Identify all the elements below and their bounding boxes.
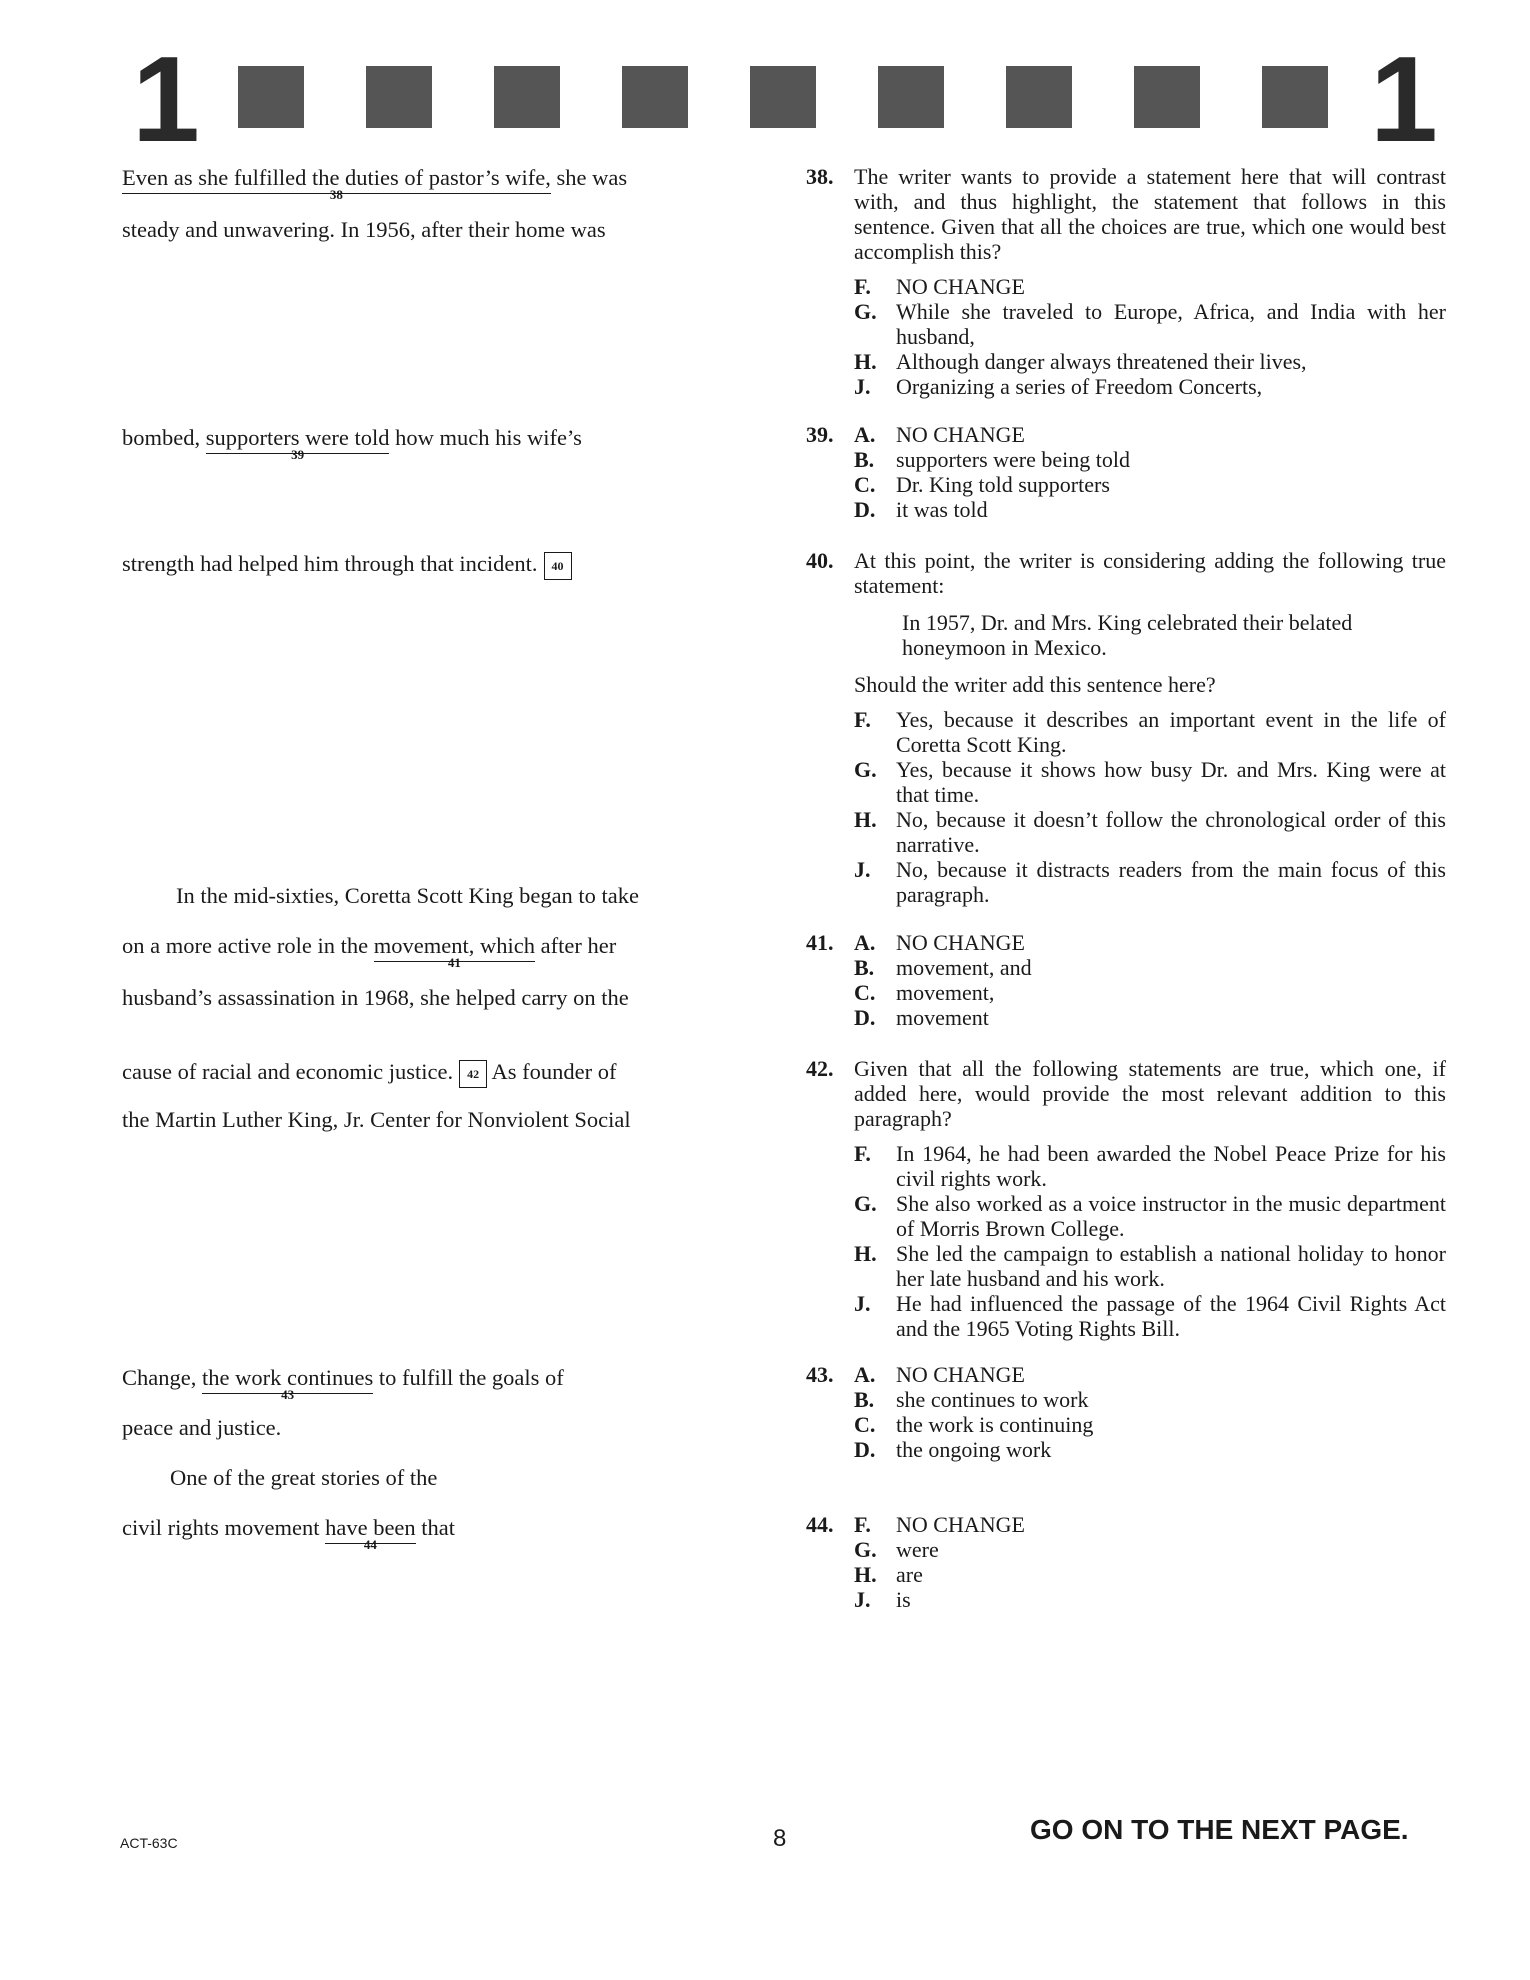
answer-option[interactable]: A. NO CHANGE <box>854 1362 1025 1387</box>
question-number: 40. <box>806 548 834 573</box>
answer-option[interactable]: F. NO CHANGE <box>854 1512 1025 1537</box>
next-page-notice: GO ON TO THE NEXT PAGE. <box>1030 1814 1409 1845</box>
answer-option[interactable]: J. No, because it distracts readers from the main focus of this paragraph. <box>854 857 1446 907</box>
underlined-portion-39[interactable]: supporters were told 39 <box>205 425 390 462</box>
question-number: 44. <box>806 1512 834 1537</box>
passage-line: civil rights movement have been 44 that <box>122 1515 456 1552</box>
answer-option[interactable]: D. it was told <box>854 497 988 522</box>
header-block <box>494 66 560 128</box>
passage-line: Change, the work continues 43 to fulfill the goals of <box>122 1365 564 1402</box>
passage-line: bombed, supporters were told 39 how much his wife’s <box>122 425 582 462</box>
passage-line: on a more active role in the movement, which 41 after her <box>122 933 617 970</box>
question-number: 43. <box>806 1362 834 1387</box>
passage-line: One of the great stories of the <box>170 1465 438 1490</box>
underline-number: 39 <box>291 447 305 462</box>
section-number-right: 1 <box>1370 31 1438 167</box>
form-code: ACT-63C <box>120 1835 178 1851</box>
answer-option[interactable]: G. While she traveled to Europe, Africa, and India with her husband, <box>854 299 1446 349</box>
answer-option[interactable]: J. He had influenced the passage of the 1964 Civil Rights Act and the 1965 Voting Rights Bill. <box>854 1291 1446 1341</box>
question-38 <box>806 164 1446 399</box>
passage-line: In the mid-sixties, Coretta Scott King began to take <box>176 883 640 908</box>
question-43 <box>806 1362 1446 1462</box>
answer-option[interactable]: J. Organizing a series of Freedom Concerts, <box>854 374 1263 399</box>
question-39 <box>806 422 1446 522</box>
question-number: 38. <box>806 164 834 189</box>
answer-option[interactable]: C. the work is continuing <box>854 1412 1094 1437</box>
answer-option[interactable]: B. movement, and <box>854 955 1032 980</box>
answer-option[interactable]: H. are <box>854 1562 923 1587</box>
answer-option[interactable]: F. NO CHANGE <box>854 274 1025 299</box>
answer-option[interactable]: G. Yes, because it shows how busy Dr. and Mrs. King were at that time. <box>854 757 1446 807</box>
page-number: 8 <box>773 1825 787 1852</box>
underline-number: 38 <box>329 187 343 202</box>
underline-number: 41 <box>447 955 461 970</box>
question-number: 39. <box>806 422 834 447</box>
header-block <box>750 66 816 128</box>
underline-number: 44 <box>363 1537 377 1552</box>
passage-line: cause of racial and economic justice. 42 As founder of <box>122 1058 616 1088</box>
answer-option[interactable]: D. the ongoing work <box>854 1437 1052 1462</box>
answer-option[interactable]: B. she continues to work <box>854 1387 1089 1412</box>
question-prompt: Should the writer add this sentence here? <box>854 672 1216 697</box>
answer-option[interactable]: A. NO CHANGE <box>854 930 1025 955</box>
question-44 <box>806 1512 1446 1612</box>
passage-line: husband’s assassination in 1968, she helped carry on the <box>122 985 629 1010</box>
answer-option[interactable]: H. No, because it doesn’t follow the chronological order of this narrative. <box>854 807 1446 857</box>
question-stem: At this point, the writer is considering adding the following true statement: <box>854 548 1446 598</box>
quoted-statement: In 1957, Dr. and Mrs. King celebrated their belated honeymoon in Mexico. <box>902 610 1353 660</box>
answer-option[interactable]: F. In 1964, he had been awarded the Nobel Peace Prize for his civil rights work. <box>854 1141 1446 1191</box>
answer-option[interactable]: J. is <box>854 1587 911 1612</box>
answer-option[interactable]: B. supporters were being told <box>854 447 1130 472</box>
header-block <box>238 66 304 128</box>
section-number-left: 1 <box>132 31 200 167</box>
question-41 <box>806 930 1446 1030</box>
answer-option[interactable]: G. were <box>854 1537 939 1562</box>
question-40 <box>806 548 1446 907</box>
underlined-portion-44[interactable]: have been 44 <box>325 1515 416 1552</box>
underlined-portion-43[interactable]: the work continues 43 <box>201 1365 374 1402</box>
answer-option[interactable]: G. She also worked as a voice instructor in the music department of Morris Brown College. <box>854 1191 1446 1241</box>
question-box-40[interactable]: 40 <box>544 552 572 580</box>
question-42 <box>806 1056 1446 1341</box>
answer-option[interactable]: C. Dr. King told supporters <box>854 472 1110 497</box>
question-stem: The writer wants to provide a statement here that will contrast with, and thus highlight, the statement that follows in this sentence. Given that all the choices are true, which one would best accomplish this? <box>854 164 1446 264</box>
header-block <box>1134 66 1200 128</box>
header-block <box>1006 66 1072 128</box>
question-number: 41. <box>806 930 834 955</box>
answer-option[interactable]: H. She led the campaign to establish a national holiday to honor her late husband and his work. <box>854 1241 1446 1291</box>
answer-option[interactable]: A. NO CHANGE <box>854 422 1025 447</box>
underlined-portion-38[interactable]: Even as she fulfilled the duties of pastor’s wife, 38 <box>122 165 551 202</box>
question-box-42[interactable]: 42 <box>459 1060 487 1088</box>
underlined-portion-41[interactable]: movement, which 41 <box>373 933 535 970</box>
question-stem: Given that all the following statements are true, which one, if added here, would provide the most relevant addition to this paragraph? <box>854 1056 1446 1131</box>
answer-option[interactable]: D. movement <box>854 1005 989 1030</box>
answer-option[interactable]: H. Although danger always threatened their lives, <box>854 349 1307 374</box>
passage-line: strength had helped him through that incident. 40 <box>122 550 572 580</box>
passage-line: the Martin Luther King, Jr. Center for Nonviolent Social <box>122 1107 631 1132</box>
header-block <box>622 66 688 128</box>
answer-option[interactable]: F. Yes, because it describes an important event in the life of Coretta Scott King. <box>854 707 1446 757</box>
header-block <box>366 66 432 128</box>
passage-line: steady and unwavering. In 1956, after their home was <box>122 217 606 242</box>
header-block <box>878 66 944 128</box>
header-block <box>1262 66 1328 128</box>
passage-line: peace and justice. <box>122 1415 282 1440</box>
passage-line: Even as she fulfilled the duties of pastor’s wife, 38 she was <box>122 165 628 202</box>
question-number: 42. <box>806 1056 834 1081</box>
underline-number: 43 <box>281 1387 295 1402</box>
answer-option[interactable]: C. movement, <box>854 980 995 1005</box>
